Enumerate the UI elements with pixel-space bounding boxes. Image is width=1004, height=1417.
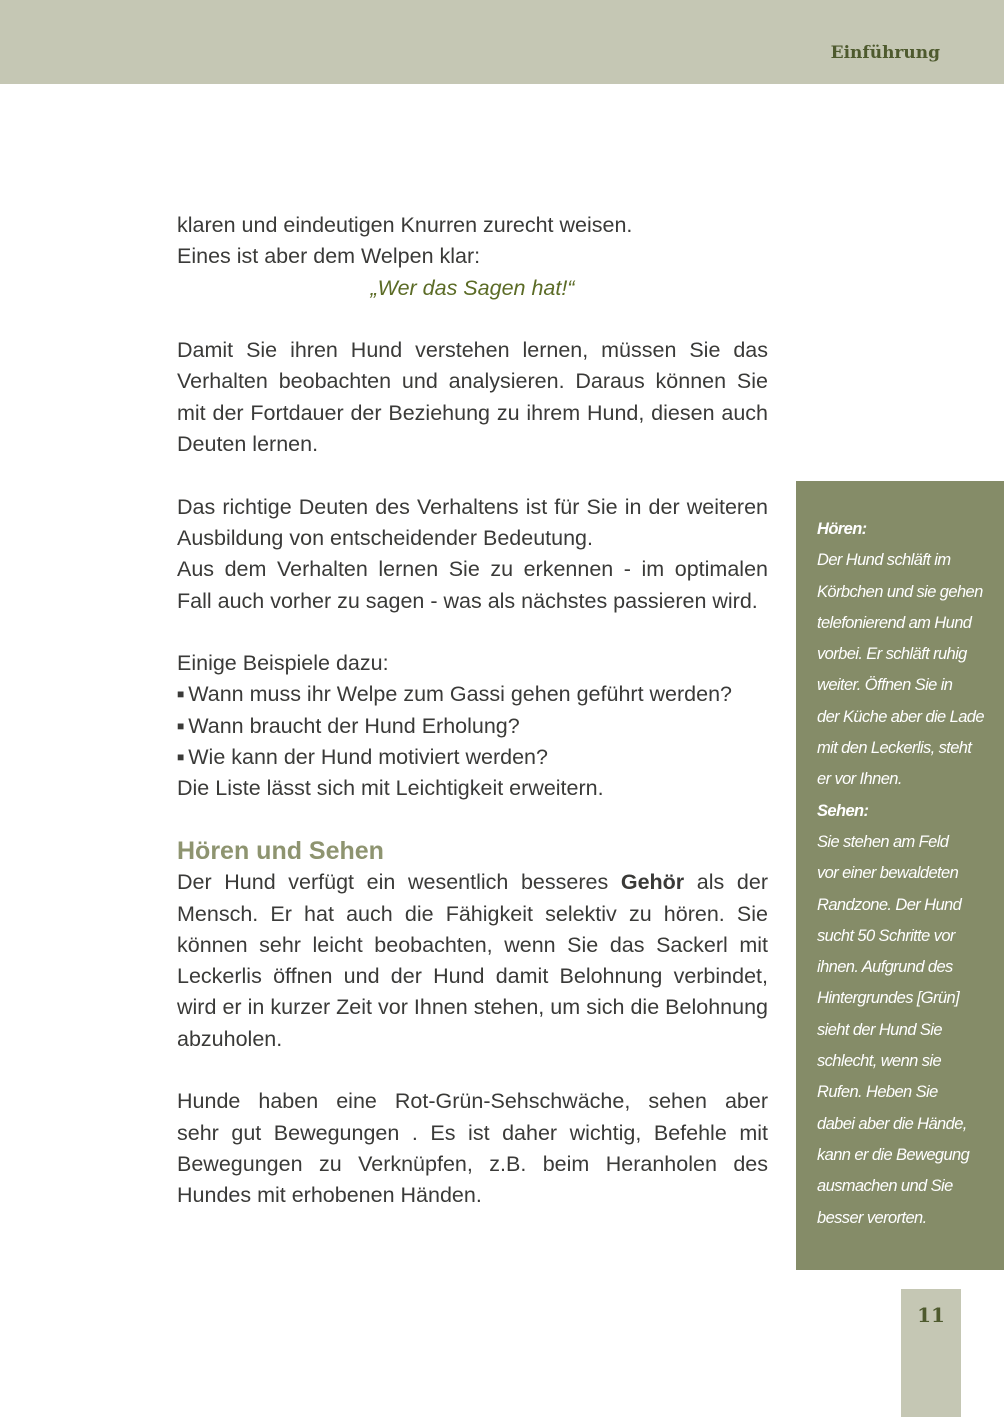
sidebar-line: telefonierend am Hund (817, 613, 972, 632)
list-item-text: Wie kann der Hund motiviert werden? (188, 745, 548, 770)
list-item-text: Wann braucht der Hund Erholung? (188, 713, 520, 738)
bullet-icon: ■ (177, 718, 185, 733)
examples-intro: Einige Beispiele dazu: (177, 651, 389, 676)
bullet-icon: ■ (177, 750, 185, 765)
sidebar-line: dabei aber die Hände, (817, 1114, 967, 1133)
bold-term: Gehör (620, 870, 685, 895)
paragraph-line: Deuten lernen. (177, 432, 319, 457)
sidebar-line: Rufen. Heben Sie (817, 1083, 938, 1102)
sidebar-box (796, 481, 1004, 1270)
sidebar-line: Hintergrundes [Grün] (817, 989, 960, 1008)
sidebar-text (817, 514, 1002, 1234)
sidebar-title-sehen: Sehen: (817, 801, 869, 820)
quote: „Wer das Sagen hat!“ (370, 275, 575, 300)
intro-line: klaren und eindeutigen Knurren zurecht weisen. (177, 213, 633, 237)
sidebar-line: Der Hund schläft im (817, 551, 951, 570)
paragraph-line: Leckerlis öffnen und der Hund damit Belohnung verbindet, (177, 964, 768, 989)
sidebar-line: vorbei. Er schläft ruhig (817, 645, 967, 664)
paragraph-line: Ausbildung von entscheidender Bedeutung. (177, 525, 593, 550)
paragraph-line: sehr gut Bewegungen . Es ist daher wichtig, Befehle mit (177, 1120, 768, 1145)
text-run: Der Hund verfügt ein wesentlich besseres (177, 870, 621, 895)
header-bar (0, 0, 1004, 84)
sidebar-line: Sie stehen am Feld (817, 832, 949, 851)
paragraph-line: abzuholen. (177, 1026, 283, 1051)
examples-outro: Die Liste lässt sich mit Leichtigkeit erweitern. (177, 776, 604, 801)
paragraph-line: Aus dem Verhalten lernen Sie zu erkennen - im optimalen (177, 557, 768, 582)
sidebar-line: ihnen. Aufgrund des (817, 958, 953, 977)
sidebar-line: sieht der Hund Sie (817, 1020, 942, 1039)
paragraph-line: Hundes mit erhobenen Händen. (177, 1183, 482, 1208)
section-title: Einführung (830, 43, 940, 63)
paragraph-line: Mensch. Er hat auch die Fähigkeit selektiv zu hören. Sie (177, 901, 768, 926)
page-number-tab (901, 1289, 961, 1417)
paragraph-line: Bewegungen zu Verknüpfen, z.B. beim Heranholen des (177, 1151, 768, 1176)
paragraph-line: wird er in kurzer Zeit vor Ihnen stehen, um sich die Belohnung (177, 995, 768, 1020)
paragraph-line: Damit Sie ihren Hund verstehen lernen, müssen Sie das (177, 338, 768, 363)
sidebar-line: besser verorten. (817, 1208, 927, 1227)
list-item-text: Wann muss ihr Welpe zum Gassi gehen geführt werden? (188, 682, 732, 707)
intro-line: Eines ist aber dem Welpen klar: (177, 244, 481, 269)
paragraph-line: Hunde haben eine Rot-Grün-Sehschwäche, sehen aber (177, 1089, 768, 1114)
sidebar-title-hoeren: Hören: (817, 520, 867, 538)
sidebar-line: kann er die Bewegung (817, 1145, 970, 1164)
sidebar-line: Randzone. Der Hund (817, 895, 962, 914)
list-item (177, 679, 768, 710)
paragraph-line: Das richtige Deuten des Verhaltens ist für Sie in der weiteren (177, 494, 768, 519)
sidebar-line: mit den Leckerlis, steht (817, 739, 972, 758)
sidebar-line: er vor Ihnen. (817, 770, 902, 789)
sidebar-line: vor einer bewaldeten (817, 864, 959, 883)
sidebar-line: ausmachen und Sie (817, 1177, 953, 1196)
list-item (177, 742, 768, 773)
paragraph-line (177, 867, 768, 898)
bullet-icon: ■ (177, 687, 185, 702)
page-number: 11 (917, 1303, 945, 1327)
paragraph-line: mit der Fortdauer der Beziehung zu ihrem Hund, diesen auch (177, 400, 768, 425)
list-item (177, 711, 768, 742)
sidebar-line: Körbchen und sie gehen (817, 582, 983, 601)
sidebar-line: weiter. Öffnen Sie in (817, 676, 953, 695)
main-text (177, 210, 768, 1212)
sidebar-line: schlecht, wenn sie (817, 1052, 942, 1071)
section-heading: Hören und Sehen (177, 836, 384, 865)
paragraph-line: Fall auch vorher zu sagen - was als nächstes passieren wird. (177, 588, 758, 613)
text-run: als der (684, 870, 768, 895)
paragraph-line: können sehr leicht beobachten, wenn Sie das Sackerl mit (177, 932, 768, 957)
sidebar-line: sucht 50 Schritte vor (817, 926, 955, 945)
sidebar-line: der Küche aber die Lade (817, 707, 984, 726)
paragraph-line: Verhalten beobachten und analysieren. Daraus können Sie (177, 369, 768, 394)
